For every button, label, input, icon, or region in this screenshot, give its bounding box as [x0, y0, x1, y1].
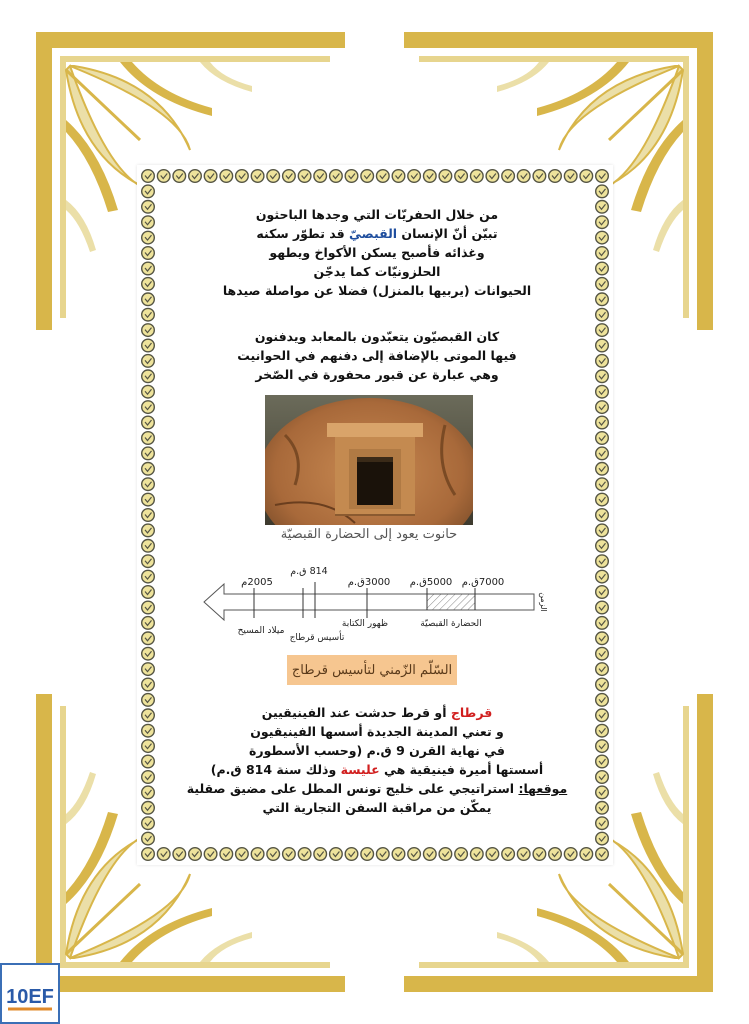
chain-link: [596, 355, 609, 368]
chain-link: [596, 586, 609, 599]
chain-link: [596, 447, 609, 460]
chain-link: [345, 848, 358, 861]
chain-link: [204, 170, 217, 183]
chain-link: [142, 632, 155, 645]
timeline-diagram: [199, 560, 549, 655]
chain-link: [142, 802, 155, 815]
chain-link: [142, 509, 155, 522]
chain-link: [220, 170, 233, 183]
event-capsian-civilization: الحضارة القبصيّة: [420, 619, 482, 629]
chain-link: [533, 170, 546, 183]
chain-link: [517, 170, 530, 183]
chain-link: [283, 170, 296, 183]
carthage-paragraph: [177, 703, 577, 817]
chain-link: [142, 324, 155, 337]
religion-line-1: كان القبصيّون يتعبّدون بالمعابد ويدفنون: [254, 329, 500, 344]
chain-link: [596, 848, 609, 861]
chain-link: [596, 832, 609, 845]
chain-link: [157, 170, 170, 183]
chain-link: [596, 509, 609, 522]
chain-link: [283, 848, 296, 861]
chain-link: [314, 170, 327, 183]
intro-line-2-rest: قد تطوّر سكنه: [256, 226, 345, 241]
chain-link: [596, 694, 609, 707]
chain-link: [392, 170, 405, 183]
chain-link: [377, 848, 390, 861]
capsian-highlight: القبصيّ: [349, 226, 398, 241]
chain-link: [142, 678, 155, 691]
chain-link: [142, 432, 155, 445]
chain-link: [408, 170, 421, 183]
chain-link: [220, 848, 233, 861]
chain-link: [142, 463, 155, 476]
chain-link: [486, 170, 499, 183]
carthage-line-6: يمكّن من مراقبة السفن التجارية التي: [262, 800, 492, 815]
chain-link: [142, 740, 155, 753]
chain-link: [142, 493, 155, 506]
chain-link: [564, 848, 577, 861]
carthage-line-1: [177, 703, 577, 722]
chain-link: [142, 262, 155, 275]
chain-link: [486, 848, 499, 861]
chain-link: [142, 617, 155, 630]
chain-link: [142, 540, 155, 553]
carthage-line-4: [177, 760, 577, 779]
intro-line-1: من خلال الحفريّات التي وجدها الباحثون: [255, 207, 499, 222]
chain-link: [471, 170, 484, 183]
date-2005: 2005م: [241, 577, 273, 588]
intro-line-4: الحلزونيّات كما يدجّن: [313, 264, 441, 279]
photo-caption: حانوت يعود إلى الحضارة القبصيّة: [280, 527, 458, 542]
carthage-line-5: [177, 779, 577, 798]
carthage-line-5-rest: استراتيجي على خليج تونس المطل على مضيق صقلية: [186, 781, 515, 796]
chain-link: [596, 385, 609, 398]
chain-link: [189, 848, 202, 861]
chain-link: [142, 247, 155, 260]
chain-link: [596, 231, 609, 244]
logo-text: 10EF: [6, 986, 54, 1008]
carthage-line-1-rest: أو قرط حدشت عند الفينيقيين: [261, 705, 447, 720]
chain-link: [142, 817, 155, 830]
axis-label: الزمن: [539, 592, 548, 612]
chain-link: [298, 170, 311, 183]
chain-link: [596, 216, 609, 229]
chain-link: [596, 262, 609, 275]
chain-link: [142, 724, 155, 737]
chain-link: [392, 848, 405, 861]
chain-link: [377, 170, 390, 183]
rock-tomb-photo: [265, 395, 473, 525]
chain-link: [142, 416, 155, 429]
chain-link: [596, 401, 609, 414]
religion-line-2: فيها الموتى بالإضافة إلى دفنهم في الحوانيت: [237, 348, 517, 363]
timeline-title: السّلّم الزّمني لتأسيس قرطاج: [287, 655, 457, 685]
carthage-highlight: قرطاج: [450, 705, 493, 720]
chain-link: [596, 663, 609, 676]
chain-link: [204, 848, 217, 861]
chain-link: [596, 802, 609, 815]
chain-link: [596, 524, 609, 537]
chain-link: [596, 278, 609, 291]
chain-link: [142, 694, 155, 707]
chain-link: [267, 170, 280, 183]
chain-link: [142, 586, 155, 599]
chain-link: [142, 647, 155, 660]
elissa-highlight: عليسة: [340, 762, 380, 777]
chain-link: [142, 401, 155, 414]
chain-link: [314, 848, 327, 861]
chain-link: [408, 848, 421, 861]
date-814: 814 ق.م: [290, 566, 328, 577]
chain-link: [251, 170, 264, 183]
chain-link: [142, 709, 155, 722]
chain-link: [596, 416, 609, 429]
chain-link: [502, 848, 515, 861]
date-5000: 5000ق.م: [409, 577, 453, 588]
chain-link: [142, 385, 155, 398]
chain-link: [142, 216, 155, 229]
intro-line-5: الحيوانات (يربيها بالمنزل) فضلا عن مواصلة صيدها: [222, 283, 532, 298]
chain-link: [596, 247, 609, 260]
chain-link: [596, 617, 609, 630]
chain-link: [142, 355, 155, 368]
chain-link: [142, 308, 155, 321]
chain-link: [596, 185, 609, 198]
chain-link: [455, 170, 468, 183]
chain-link: [517, 848, 530, 861]
chain-link: [142, 339, 155, 352]
chain-link: [596, 555, 609, 568]
chain-link: [439, 170, 452, 183]
chain-link: [596, 432, 609, 445]
chain-link: [596, 601, 609, 614]
chain-link: [549, 170, 562, 183]
chain-link: [580, 848, 593, 861]
chain-link: [236, 170, 249, 183]
chain-link: [251, 848, 264, 861]
chain-link: [596, 632, 609, 645]
chain-link: [471, 848, 484, 861]
chain-link: [142, 663, 155, 676]
chain-link: [142, 478, 155, 491]
chain-link: [267, 848, 280, 861]
chain-link: [596, 540, 609, 553]
chain-link: [455, 848, 468, 861]
chain-link: [330, 848, 343, 861]
chain-link: [424, 170, 437, 183]
chain-link: [596, 201, 609, 214]
chain-link: [189, 170, 202, 183]
chain-link: [142, 185, 155, 198]
event-founding-carthage: تأسيس قرطاج: [289, 633, 345, 643]
date-7000: 7000ق.م: [461, 577, 505, 588]
chain-link: [596, 478, 609, 491]
chain-link: [596, 678, 609, 691]
chain-link: [596, 339, 609, 352]
chain-link: [173, 848, 186, 861]
chain-link: [142, 570, 155, 583]
chain-link: [596, 724, 609, 737]
intro-line-3: وغذائه فأصبح يسكن الأكواخ ويطهو: [269, 245, 485, 260]
chain-link: [142, 447, 155, 460]
chain-link: [533, 848, 546, 861]
chain-link: [596, 647, 609, 660]
intro-line-2: [177, 224, 577, 243]
chain-link: [142, 755, 155, 768]
chain-link: [549, 848, 562, 861]
location-label: موقعها:: [518, 781, 568, 796]
chain-link: [236, 848, 249, 861]
chain-link: [142, 832, 155, 845]
chain-link: [142, 786, 155, 799]
chain-link: [596, 740, 609, 753]
carthage-line-4-b: وذلك سنة 814 ق.م): [210, 762, 337, 777]
content-page: [137, 165, 613, 865]
chain-link: [439, 848, 452, 861]
chain-link: [596, 370, 609, 383]
religion-paragraph: [177, 327, 577, 384]
chain-link: [330, 170, 343, 183]
chain-link: [142, 524, 155, 537]
chain-link: [142, 231, 155, 244]
religion-line-3: وهي عبارة عن قبور محفورة في الصّخر: [255, 367, 499, 382]
carthage-line-4-a: أسستها أميرة فينيقية هي: [384, 762, 544, 777]
chain-link: [596, 324, 609, 337]
chain-link: [596, 170, 609, 183]
chain-link: [596, 293, 609, 306]
chain-link: [142, 293, 155, 306]
chain-link: [142, 848, 155, 861]
chain-link: [157, 848, 170, 861]
chain-link: [142, 601, 155, 614]
chain-link: [502, 170, 515, 183]
site-logo[interactable]: [0, 963, 60, 1024]
intro-paragraph: [177, 205, 577, 300]
chain-link: [580, 170, 593, 183]
chain-link: [345, 170, 358, 183]
chain-link: [424, 848, 437, 861]
chain-link: [142, 555, 155, 568]
chain-link: [596, 308, 609, 321]
date-3000: 3000ق.م: [347, 577, 391, 588]
chain-link: [142, 278, 155, 291]
chain-link: [564, 170, 577, 183]
carthage-line-3: في نهاية القرن 9 ق.م (وحسب الأسطورة: [249, 743, 505, 758]
event-writing: ظهور الكتابة: [341, 619, 389, 629]
chain-link: [142, 201, 155, 214]
chain-link: [596, 817, 609, 830]
chain-link: [596, 755, 609, 768]
chain-link: [596, 709, 609, 722]
chain-link: [298, 848, 311, 861]
chain-link: [142, 771, 155, 784]
carthage-line-2: و تعني المدينة الجديدة أسسها الفينيقيون: [250, 724, 504, 739]
chain-link: [361, 170, 374, 183]
chain-link: [596, 771, 609, 784]
chain-link: [142, 370, 155, 383]
chain-link: [596, 570, 609, 583]
chain-link: [142, 170, 155, 183]
chain-link: [361, 848, 374, 861]
chain-link: [596, 786, 609, 799]
chain-link: [173, 170, 186, 183]
chain-link: [596, 493, 609, 506]
intro-line-2-prefix: تبيّن أنّ الإنسان: [401, 226, 498, 241]
event-birth-of-christ: ميلاد المسيح: [237, 626, 285, 636]
chain-link: [596, 463, 609, 476]
